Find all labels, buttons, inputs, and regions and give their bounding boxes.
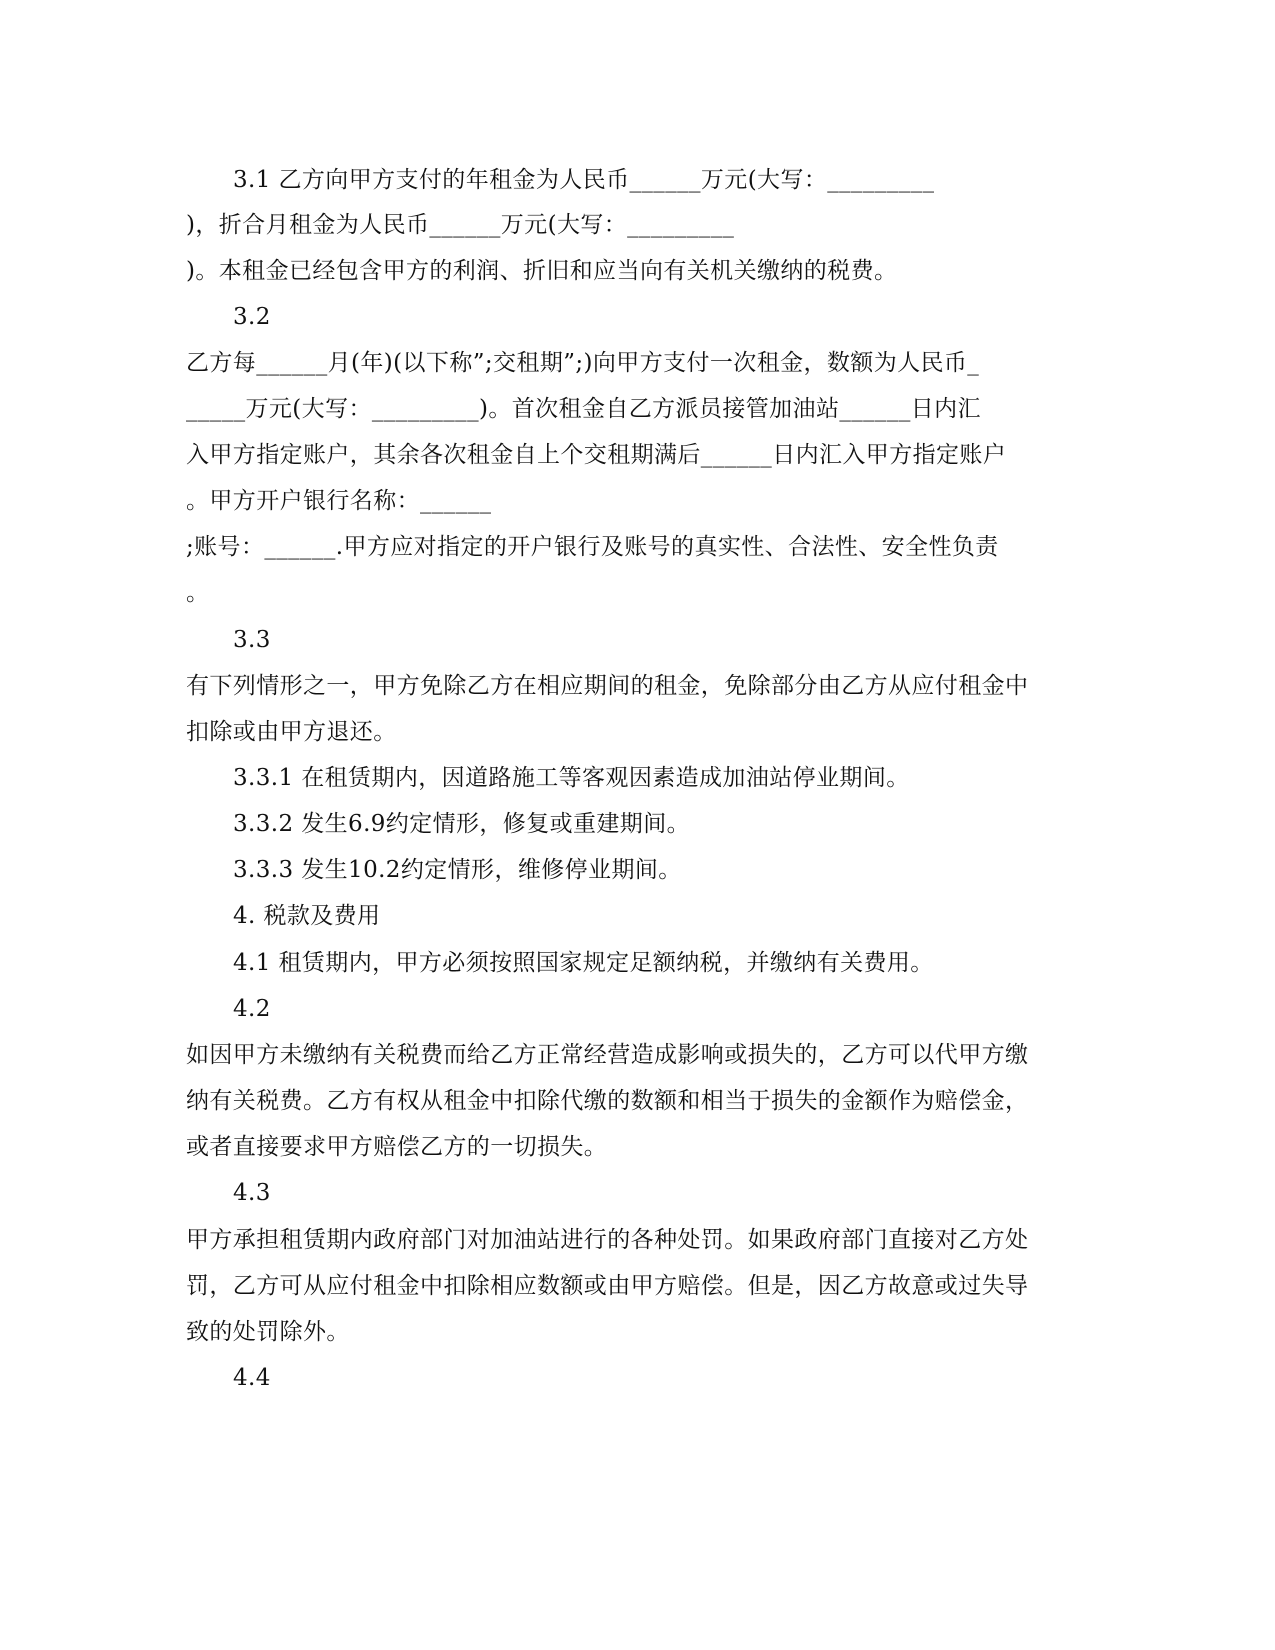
clause-4-3-number: 4.3 [233,1180,271,1206]
clause-4-3-line-2: 罚，乙方可从应付租金中扣除相应数额或由甲方赔偿。但是，因乙方故意或过失导 [186,1273,1029,1299]
clause-4-3-line-3: 致的处罚除外。 [186,1319,350,1345]
clause-4-2-line-3: 或者直接要求甲方赔偿乙方的一切损失。 [186,1134,608,1160]
clause-3-3-2: 3.3.2 发生6.9约定情形，修复或重建期间。 [233,811,691,837]
clause-4-2-line-2: 纳有关税费。乙方有权从租金中扣除代缴的数额和相当于损失的金额作为赔偿金， [186,1088,1029,1114]
clause-3-3-1: 3.3.1 在租赁期内，因道路施工等客观因素造成加油站停业期间。 [233,765,910,791]
clause-3-3-number: 3.3 [233,627,271,653]
section-4-heading: 4. 税款及费用 [233,903,381,929]
clause-3-1-line-1: 3.1 乙方向甲方支付的年租金为人民币______万元(大写：_________ [233,167,935,193]
clause-3-2-line-5: ;账号：______.甲方应对指定的开户银行及账号的真实性、合法性、安全性负责 [186,534,999,560]
clause-3-3-3: 3.3.3 发生10.2约定情形，维修停业期间。 [233,857,682,883]
clause-3-1-line-2: )，折合月租金为人民币______万元(大写：_________ [186,212,735,238]
clause-3-2-number: 3.2 [233,304,271,330]
clause-3-3-line-2: 扣除或由甲方退还。 [186,719,397,745]
clause-3-1-line-3: )。本租金已经包含甲方的利润、折旧和应当向有关机关缴纳的税费。 [186,258,898,284]
clause-3-3-line-1: 有下列情形之一，甲方免除乙方在相应期间的租金，免除部分由乙方从应付租金中 [186,673,1029,699]
clause-4-2-line-1: 如因甲方未缴纳有关税费而给乙方正常经营造成影响或损失的，乙方可以代甲方缴 [186,1042,1029,1068]
clause-3-2-line-4: 。甲方开户银行名称：______ [186,488,492,514]
clause-4-4-number: 4.4 [233,1365,271,1391]
clause-4-2-number: 4.2 [233,996,271,1022]
clause-3-2-line-3: 入甲方指定账户，其余各次租金自上个交租期满后______日内汇入甲方指定账户 [186,442,1007,468]
clause-3-2-line-2: _____万元(大写：_________)。首次租金自乙方派员接管加油站______日内汇 [186,396,981,422]
clause-3-2-line-6: 。 [186,580,210,606]
clause-4-1: 4.1 租赁期内，甲方必须按照国家规定足额纳税，并缴纳有关费用。 [233,950,934,976]
clause-4-3-line-1: 甲方承担租赁期内政府部门对加油站进行的各种处罚。如果政府部门直接对乙方处 [186,1227,1029,1253]
clause-3-2-line-1: 乙方每______月(年)(以下称”;交租期”;)向甲方支付一次租金，数额为人民币_ [186,350,980,376]
